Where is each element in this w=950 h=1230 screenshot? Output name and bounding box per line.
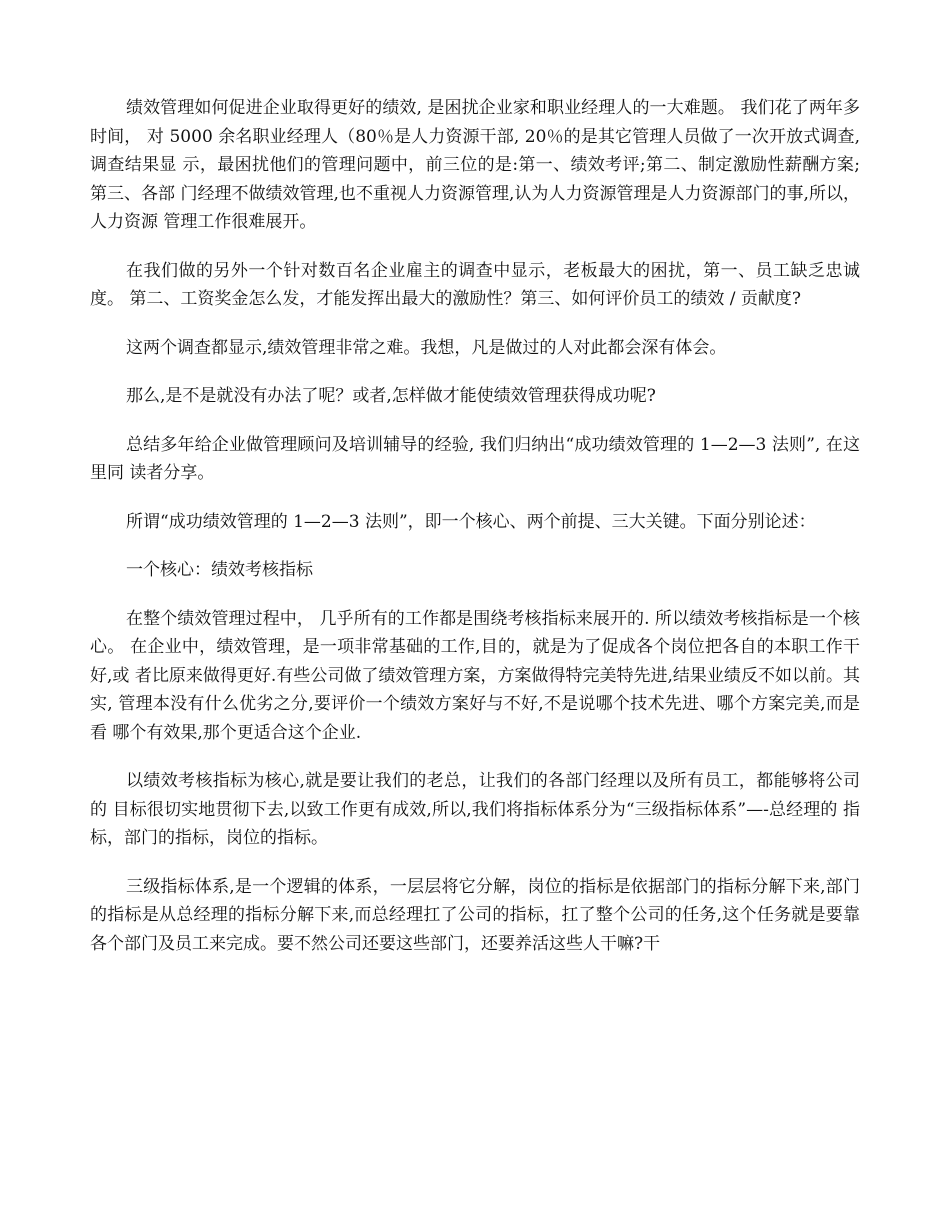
paragraph-intro: 绩效管理如何促进企业取得更好的绩效, 是困扰企业家和职业经理人的一大难题。 我们花了两年多时间， 对 5000 余名职业经理人（80％是人力资源干部, 20％的是其它管理人员做了一次开放式调查,调查结果显 示，最困扰他们的管理问题中，前三位的是:第一、绩效考评;第二、制定激励性薪酬方案;第三、各部 门经理不做绩效管理,也不重视人力资源管理,认为人力资源管理是人力资源部门的事,所以，人力资源 管理工作很难展开。 [90,98,860,232]
paragraph-indicator-system: 以绩效考核指标为核心,就是要让我们的老总，让我们的各部门经理以及所有员工，都能够将公司的 目标很切实地贯彻下去,以致工作更有成效,所以,我们将指标体系分为“三级指标体系”—-总经理的 指标，部门的指标，岗位的指标。 [90,771,860,848]
paragraph-core-explanation: 在整个绩效管理过程中， 几乎所有的工作都是围绕考核指标来展开的. 所以绩效考核指标是一个核心。 在企业中，绩效管理，是一项非常基础的工作,目的，就是为了促成各个岗位把各自的本职工作干好,或 者比原来做得更好.有些公司做了绩效管理方案，方案做得特完美特先进,结果业绩反不如以前。其实, 管理本没有什么优劣之分,要评价一个绩效方案好与不好,不是说哪个技术先进、哪个方案完美,而是看 哪个有效果,那个更适合这个企业. [90,608,860,743]
paragraph-question: 那么,是不是就没有办法了呢？或者,怎样做才能使绩效管理获得成功呢? [126,386,656,406]
paragraph-survey-conclusion: 这两个调查都显示,绩效管理非常之难。我想，凡是做过的人对此都会深有体会。 [126,337,727,358]
paragraph-employer-survey: 在我们做的另外一个针对数百名企业雇主的调查中显示，老板最大的困扰，第一、员工缺乏忠诚度。 第二、工资奖金怎么发，才能发挥出最大的激励性？第三、如何评价员工的绩效 / 贡献度? [90,260,860,309]
section-heading-core: 一个核心：绩效考核指标 [126,560,313,580]
paragraph-three-level-system: 三级指标体系,是一个逻辑的体系，一层层将它分解，岗位的指标是依据部门的指标分解下来,部门 的指标是从总经理的指标分解下来,而总经理扛了公司的指标，扛了整个公司的任务,这个任务就是要靠 各个部门及员工来完成。要不然公司还要这些部门，还要养活这些人干嘛?干 [90,876,860,954]
document-body [90,94,860,978]
paragraph-summary: 总结多年给企业做管理顾问及培训辅导的经验, 我们归纳出“成功绩效管理的 1—2—3 法则”, 在这里同 读者分享。 [90,434,860,483]
paragraph-rule-definition: 所谓“成功绩效管理的 1—2—3 法则”，即一个核心、两个前提、三大关键。下面分别论述： [126,511,816,532]
